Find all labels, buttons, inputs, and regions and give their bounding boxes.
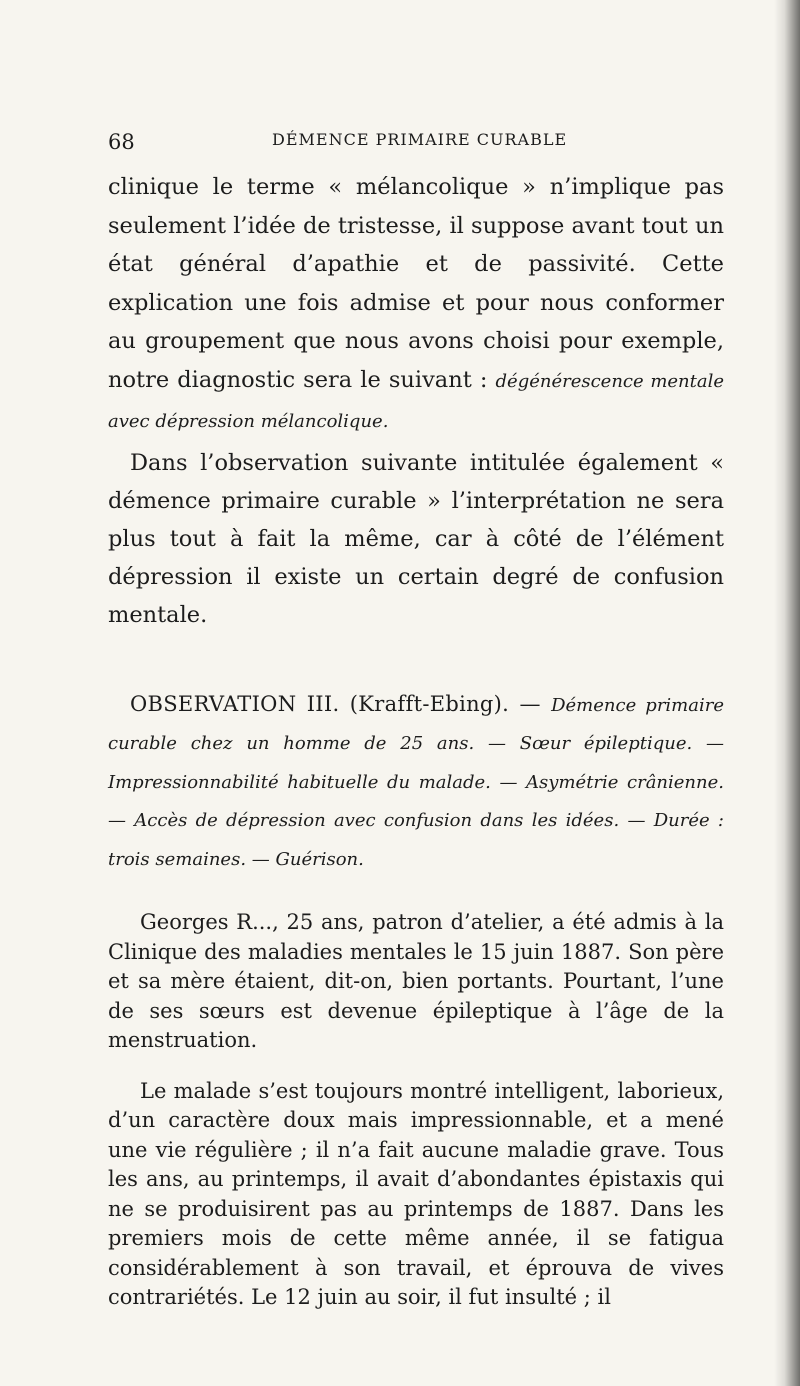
- case-paragraph-2: Le malade s’est toujours montré intelligent, laborieux, d’un caractère doux mais impressionnable, et a mené une vie régulière ; il n’a fait aucune maladie grave. Tous les ans, au printemps, il avait d’abondantes épistaxis qui ne se produisirent pas au printemps de 1887. Dans les premiers mois de cette même année, il se fatigua considérablement à son travail, et éprouva de vives contrariétés. Le 12 juin au soir, il fut insulté ; il: [108, 1078, 724, 1309]
- observation-subtitle: Démence primaire curable chez un homme de 25 ans. — Sœur épileptique. — Impressionnabilité habituelle du malade. — Asymétrie crânienne. — Accès de dépression avec confusion dans les idées. — Durée : trois semaines. — Guérison.: [108, 694, 724, 870]
- diagnosis-italic: dégénérescence mentale avec dépression mélancolique.: [108, 370, 725, 432]
- case-paragraph-1: Georges R..., 25 ans, patron d’atelier, a été admis à la Clinique des maladies mentales le 15 juin 1887. Son père et sa mère étaient, dit-on, bien portants. Pourtant, l’une de ses sœurs est devenue épileptique à l’âge de la menstruation.: [108, 910, 724, 1052]
- paragraph-clinique: [108, 168, 724, 442]
- running-title: DÉMENCE PRIMAIRE CURABLE: [272, 130, 568, 149]
- paragraph-text: clinique le terme « mélancolique » n’implique pas seulement l’idée de tristesse, il suppose avant tout un état général d’apathie et de passivité. Cette explication une fois admise et pour nous conformer au groupement que nous avons choisi pour exemple, notre diagnostic sera le suivant :: [108, 174, 724, 393]
- book-page: [108, 128, 724, 1334]
- observation-heading-block: [108, 686, 724, 879]
- page-edge-shadow: [774, 0, 800, 1386]
- page-number: 68: [108, 130, 135, 154]
- paragraph-observation-intro: Dans l’observation suivante intitulée également « démence primaire curable » l’interprétation ne sera plus tout à fait la même, car à côté de l’élément dépression il existe un certain degré de confusion mentale.: [108, 449, 724, 628]
- observation-heading: OBSERVATION III. (Krafft-Ebing). —: [130, 691, 552, 716]
- page-header: [108, 128, 724, 168]
